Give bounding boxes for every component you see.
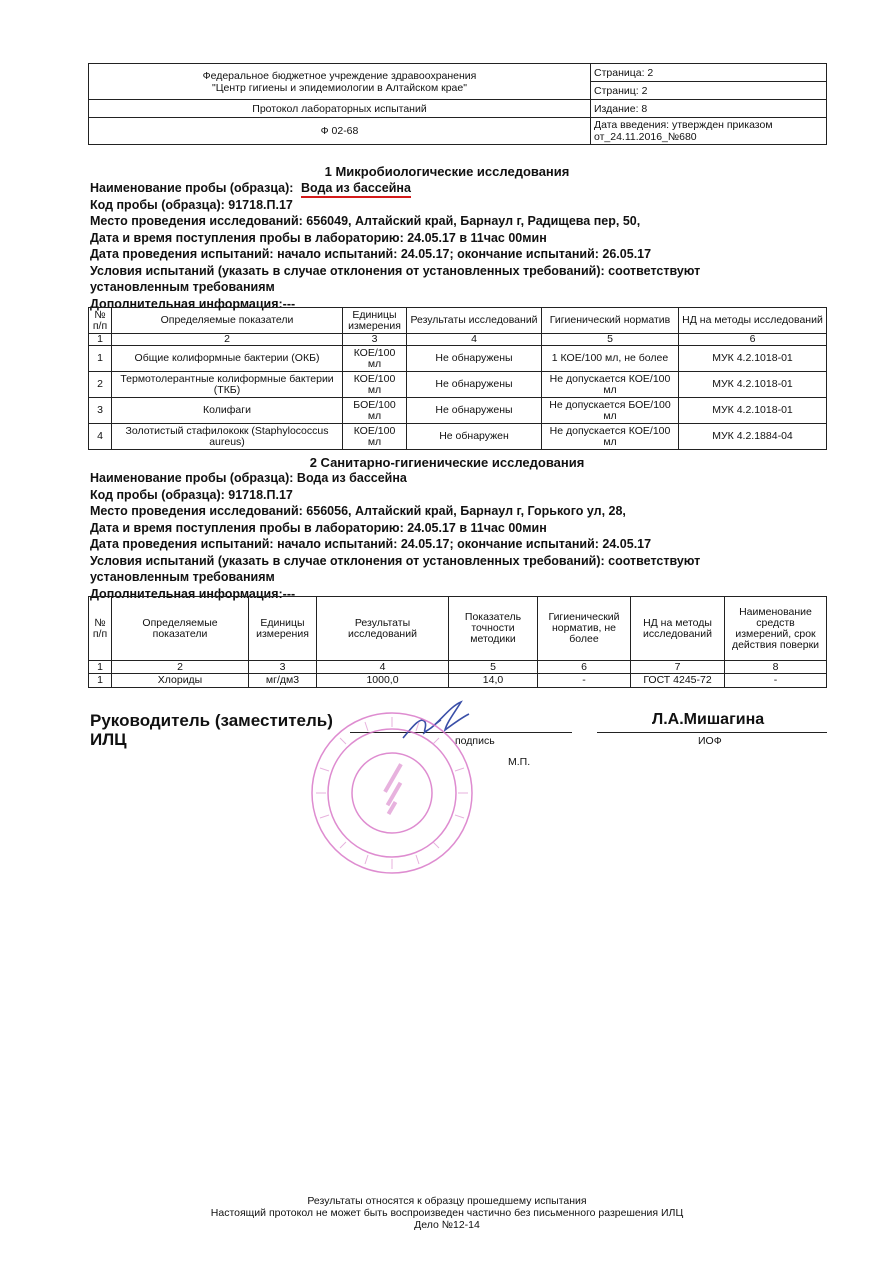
cell: КОЕ/100 мл: [343, 372, 407, 398]
column-header: НД на методы исследований: [679, 308, 827, 334]
sanitary-table: [88, 596, 827, 688]
cell: 1 КОЕ/100 мл, не более: [542, 346, 679, 372]
cell: Не допускается КОЕ/100 мл: [542, 372, 679, 398]
column-number: 6: [679, 334, 827, 346]
column-header: Результаты исследований: [407, 308, 542, 334]
cell: Колифаги: [112, 398, 343, 424]
org-line-2: "Центр гигиены и эпидемиологии в Алтайском крае": [212, 81, 467, 94]
column-number: 2: [112, 334, 343, 346]
cell: Не обнаружены: [407, 398, 542, 424]
column-number: 1: [89, 334, 112, 346]
sample-code: Код пробы (образца): 91718.П.17: [90, 487, 293, 502]
organization-name: [89, 64, 591, 100]
column-header: Единицы измерения: [249, 597, 317, 661]
column-number: 1: [89, 661, 112, 674]
table-row: [89, 398, 827, 424]
column-number: 4: [317, 661, 449, 674]
column-number: 3: [343, 334, 407, 346]
section-1-info: [90, 180, 700, 312]
cell: 3: [89, 398, 112, 424]
footer-line-1: Результаты относятся к образцу прошедшему испытания: [307, 1195, 587, 1207]
cell: КОЕ/100 мл: [343, 424, 407, 450]
form-code: Ф 02-68: [89, 118, 591, 145]
document-title: Протокол лабораторных испытаний: [89, 100, 591, 118]
table-row: [89, 372, 827, 398]
signatory-role: [90, 711, 333, 749]
intro-date-line-2: от_24.11.2016_№680: [594, 131, 697, 143]
page-number: Страница: 2: [591, 64, 827, 82]
cell: 4: [89, 424, 112, 450]
column-number: 5: [542, 334, 679, 346]
column-header: № п/п: [89, 308, 112, 334]
role-line-2: ИЛЦ: [90, 730, 127, 749]
cell: Не обнаружены: [407, 346, 542, 372]
cell: 2: [89, 372, 112, 398]
column-number: 5: [449, 661, 538, 674]
column-header: НД на методы исследований: [631, 597, 725, 661]
cell: МУК 4.2.1884-04: [679, 424, 827, 450]
cell: БОЕ/100 мл: [343, 398, 407, 424]
intro-date: [591, 118, 827, 145]
sample-name: [90, 180, 700, 197]
column-header: Определяемые показатели: [112, 308, 343, 334]
additional-info: Дополнительная информация:---: [90, 586, 296, 601]
page-count: Страниц: 2: [591, 82, 827, 100]
sample-code: Код пробы (образца): 91718.П.17: [90, 197, 293, 212]
received-date: Дата и время поступления пробы в лабораторию: 24.05.17 в 11час 00мин: [90, 230, 547, 245]
cell: Не обнаружены: [407, 372, 542, 398]
section-2-title: 2 Санитарно-гигиенические исследования: [309, 455, 585, 470]
conditions-line-1: Условия испытаний (указать в случае отклонения от установленных требований): соответствуют: [90, 553, 701, 568]
column-header: Определяемые показатели: [112, 597, 249, 661]
cell: -: [538, 674, 631, 688]
table-row: [89, 424, 827, 450]
cell: мг/дм3: [249, 674, 317, 688]
microbiology-table: [88, 307, 827, 450]
sample-name: Наименование пробы (образца): Вода из бассейна: [90, 471, 407, 485]
cell: 14,0: [449, 674, 538, 688]
test-dates: Дата проведения испытаний: начало испытаний: 24.05.17; окончание испытаний: 26.05.17: [90, 247, 652, 261]
sample-name-value: Вода из бассейна: [301, 181, 411, 198]
column-number-row: [89, 661, 827, 674]
edition: Издание: 8: [591, 100, 827, 118]
cell: Золотистый стафилококк (Staphylococcus aureus): [112, 424, 343, 450]
cell: Термотолерантные колиформные бактерии (ТКБ): [112, 372, 343, 398]
footer-line-3: Дело №12-14: [414, 1219, 480, 1231]
column-number: 4: [407, 334, 542, 346]
table-row: [89, 674, 827, 688]
column-header: Гигиенический норматив, не более: [538, 597, 631, 661]
table-header-row: [89, 597, 827, 661]
conditions-line-2: установленным требованиям: [90, 570, 275, 584]
column-header: № п/п: [89, 597, 112, 661]
cell: Хлориды: [112, 674, 249, 688]
column-header: Наименование средств измерений, срок действия поверки: [725, 597, 827, 661]
column-header: Результаты исследований: [317, 597, 449, 661]
cell: 1000,0: [317, 674, 449, 688]
cell: МУК 4.2.1018-01: [679, 398, 827, 424]
cell: МУК 4.2.1018-01: [679, 346, 827, 372]
column-number: 7: [631, 661, 725, 674]
cell: Не допускается КОЕ/100 мл: [542, 424, 679, 450]
table-header-row: [89, 308, 827, 334]
column-header: Единицы измерения: [343, 308, 407, 334]
sample-name-label: Наименование пробы (образца):: [90, 181, 294, 195]
section-2-info: [90, 470, 700, 602]
test-place: Место проведения исследований: 656056, Алтайский край, Барнаул г, Горького ул, 28,: [90, 504, 626, 518]
conditions-line-1: Условия испытаний (указать в случае отклонения от установленных требований): соответствуют: [90, 263, 701, 278]
column-header: Гигиенический норматив: [542, 308, 679, 334]
column-number: 3: [249, 661, 317, 674]
signature-caption: подпись: [455, 735, 495, 747]
cell: 1: [89, 674, 112, 688]
cell: 1: [89, 346, 112, 372]
column-number: 2: [112, 661, 249, 674]
signatory-name: Л.А.Мишагина: [652, 711, 765, 728]
column-number: 8: [725, 661, 827, 674]
stamp-place-label: М.П.: [508, 756, 531, 768]
cell: КОЕ/100 мл: [343, 346, 407, 372]
cell: МУК 4.2.1018-01: [679, 372, 827, 398]
column-header: Показатель точности методики: [449, 597, 538, 661]
name-caption: ИОФ: [698, 735, 722, 747]
column-number: 6: [538, 661, 631, 674]
cell: Не допускается БОЕ/100 мл: [542, 398, 679, 424]
cell: Общие колиформные бактерии (ОКБ): [112, 346, 343, 372]
cell: Не обнаружен: [407, 424, 542, 450]
conditions-line-2: установленным требованиям: [90, 280, 275, 294]
intro-date-line-1: Дата введения: утвержден приказом: [594, 119, 773, 131]
table-row: [89, 346, 827, 372]
footer-line-2: Настоящий протокол не может быть воспроизведен частично без письменного разрешения ИЛЦ: [210, 1207, 684, 1219]
received-date: Дата и время поступления пробы в лабораторию: 24.05.17 в 11час 00мин: [90, 520, 547, 535]
document-header: [88, 63, 827, 145]
name-line: [597, 732, 827, 733]
role-line-1: Руководитель (заместитель): [90, 711, 333, 730]
footer: [0, 1195, 894, 1231]
official-stamp: [305, 708, 480, 878]
cell: -: [725, 674, 827, 688]
additional-info: Дополнительная информация:---: [90, 296, 296, 311]
test-dates: Дата проведения испытаний: начало испытаний: 24.05.17; окончание испытаний: 24.05.17: [90, 537, 652, 551]
org-line-1: Федеральное бюджетное учреждение здравоохранения: [202, 69, 477, 82]
column-number-row: [89, 334, 827, 346]
test-place: Место проведения исследований: 656049, Алтайский край, Барнаул г, Радищева пер, 50,: [90, 214, 641, 228]
cell: ГОСТ 4245-72: [631, 674, 725, 688]
section-1-title: 1 Микробиологические исследования: [324, 164, 570, 179]
